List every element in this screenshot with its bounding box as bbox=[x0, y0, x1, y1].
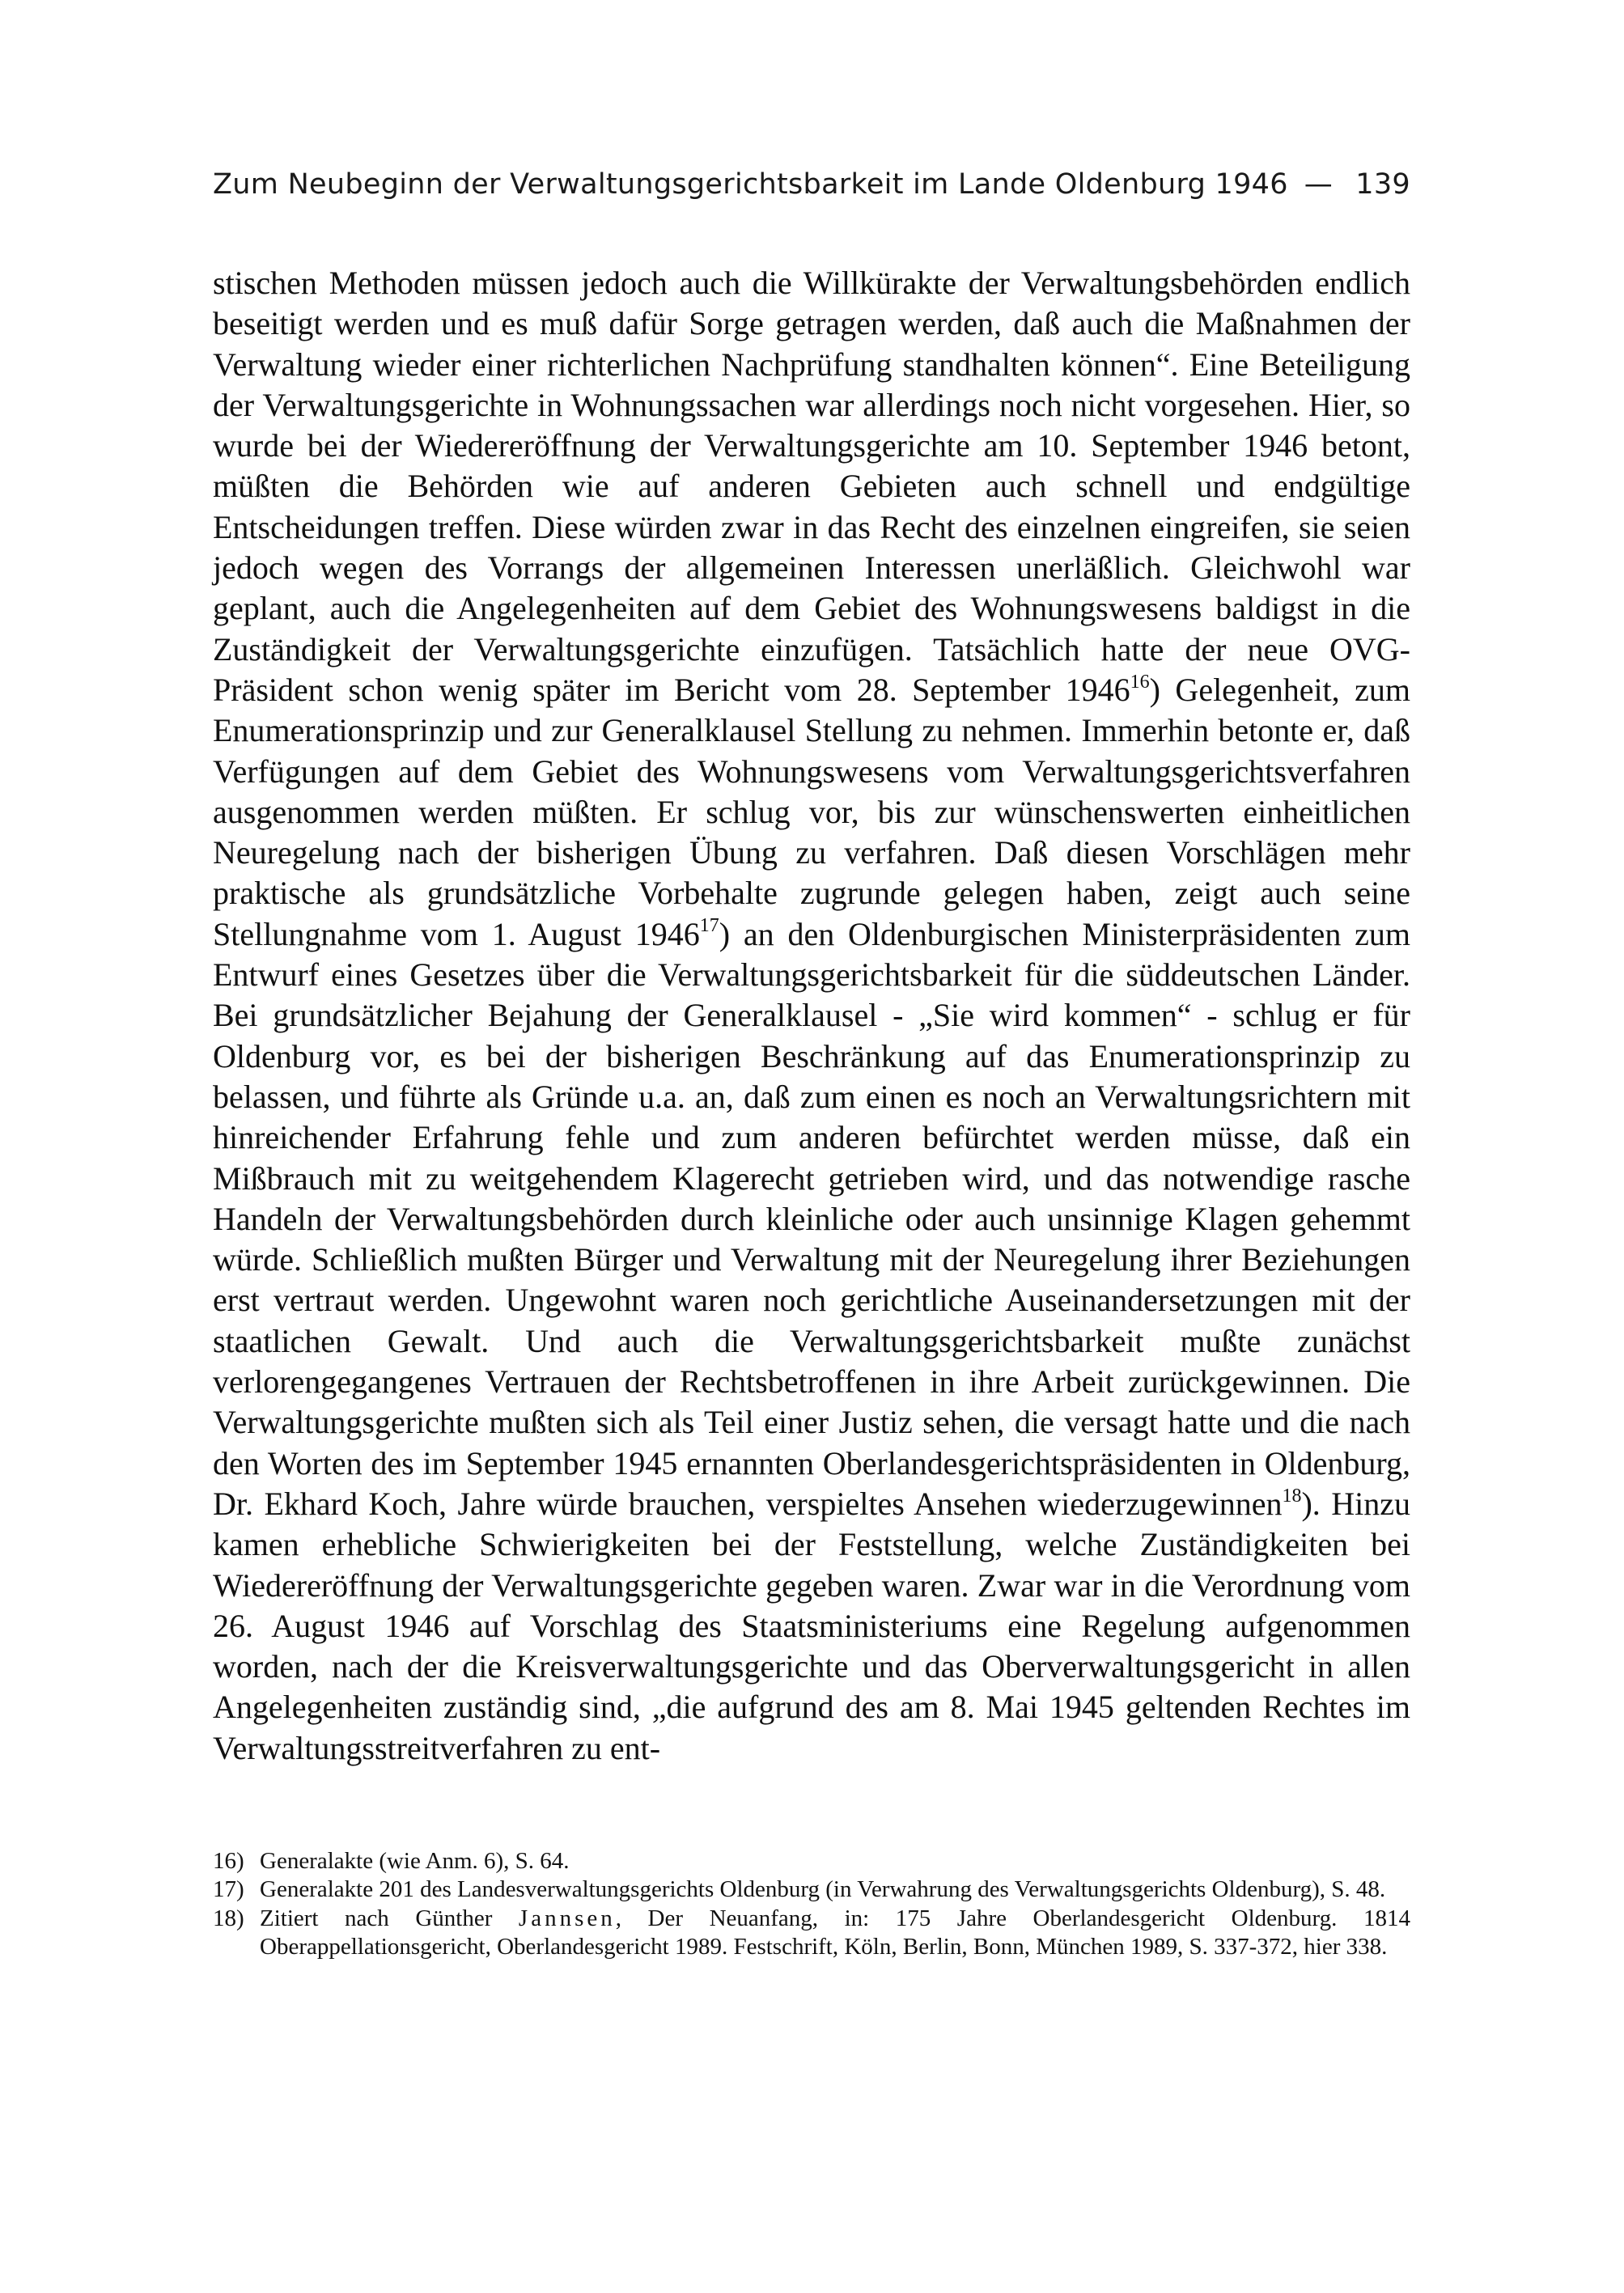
footnote-ref-17: 17 bbox=[699, 915, 719, 937]
body-paragraph bbox=[213, 263, 1410, 1769]
running-head bbox=[213, 168, 1410, 201]
footnote-number: 17) bbox=[213, 1876, 244, 1903]
footnote-ref-16: 16 bbox=[1130, 671, 1150, 693]
body-text-part-1: stischen Methoden müssen jedoch auch die Willkürakte der Verwaltungsbehörden endlich beseitigt werden und es muß dafür Sorge getragen werden, daß auch die Maßnahmen der Verwaltung wieder einer richterlichen Nachprüfung standhalten können“. Eine Beteiligung der Verwaltungsgerichte in Wohnungssachen war allerdings noch nicht vorgesehen. Hier, so wurde bei der Wiedereröffnung der Verwaltungsgerichte am 10. September 1946 betont, müßten die Behörden wie auf anderen Gebieten auch schnell und endgültige Entscheidungen treffen. Diese würden zwar in das Recht des einzelnen eingreifen, sie seien jedoch wegen des Vorrangs der allgemeinen Interessen unerläßlich. Gleichwohl war geplant, auch die Angelegenheiten auf dem Gebiet des Wohnungswesens baldigst in die Zuständigkeit der Verwaltungsgerichte einzufügen. Tatsächlich hatte der neue OVG-Präsident schon wenig später im Bericht vom 28. September 1946 bbox=[213, 265, 1410, 708]
footnote-text-part-1: Zitiert nach Günther bbox=[260, 1905, 519, 1931]
running-title-text: Zum Neubeginn der Verwaltungsgerichtsbarkeit im Lande Oldenburg 1946 bbox=[213, 168, 1288, 201]
footnote-number: 18) bbox=[213, 1905, 244, 1931]
footnote-author-name: Jannsen bbox=[518, 1905, 616, 1931]
footnotes bbox=[213, 1847, 1410, 1962]
footnote-18 bbox=[213, 1905, 1410, 1962]
body-text-part-3: ) an den Oldenburgischen Ministerpräsidenten zum Entwurf eines Gesetzes über die Verwaltungsgerichtsbarkeit für die süddeutschen Länder. Bei grundsätzlicher Bejahung der Generalklausel - „Sie wird kommen“ - schlug er für Oldenburg vor, es bei der bisherigen Beschränkung auf das Enumerationsprinzip zu belassen, und führte als Gründe u.a. an, daß zum einen es noch an Verwaltungsrichtern mit hinreichender Erfahrung fehle und zum anderen befürchtet werden müsse, daß ein Mißbrauch mit zu weitgehendem Klagerecht getrieben wird, und das notwendige rasche Handeln der Verwaltungsbehörden durch kleinliche oder auch unsinnige Klagen gehemmt würde. Schließlich mußten Bürger und Verwaltung mit der Neuregelung ihrer Beziehungen erst vertraut werden. Ungewohnt waren noch gerichtliche Auseinandersetzungen mit der staatlichen Gewalt. Und auch die Verwaltungsgerichtsbarkeit mußte zunächst verlorengegangenes Vertrauen der Rechtsbetroffenen in ihre Arbeit zurückgewinnen. Die Verwaltungsgerichte mußten sich als Teil einer Justiz sehen, die versagt hatte und die nach den Worten des im September 1945 ernannten Oberlandesgerichtspräsidenten in Oldenburg, Dr. Ekhard Koch, Jahre würde brauchen, verspieltes Ansehen wiederzugewinnen bbox=[213, 915, 1411, 1522]
footnote-17 bbox=[213, 1876, 1410, 1904]
book-page bbox=[213, 0, 1410, 2293]
footnote-16 bbox=[213, 1847, 1410, 1876]
footnote-number: 16) bbox=[213, 1848, 244, 1874]
running-title bbox=[213, 168, 1347, 201]
footnote-text: Generalakte 201 des Landesverwaltungsgerichts Oldenburg (in Verwahrung des Verwaltungsgerichts Oldenburg), S. 48. bbox=[260, 1876, 1386, 1903]
footnote-text: Generalakte (wie Anm. 6), S. 64. bbox=[260, 1848, 570, 1874]
body-text-part-4: ). Hinzu kamen erhebliche Schwierigkeiten bei der Feststellung, welche Zuständigkeiten bei Wiedereröffnung der Verwaltungsgerichte gegeben waren. Zwar war in die Verordnung vom 26. August 1946 auf Vorschlag des Staatsministeriums eine Regelung aufgenommen worden, nach der die Kreisverwaltungsgerichte und das Oberverwaltungsgericht in allen Angelegenheiten zuständig sind, „die aufgrund des am 8. Mai 1945 geltenden Rechtes im Verwaltungsstreitverfahren zu ent- bbox=[213, 1485, 1410, 1766]
footnote-text bbox=[260, 1905, 1410, 1962]
running-head-separator: — bbox=[1304, 168, 1334, 201]
footnote-ref-18: 18 bbox=[1282, 1485, 1302, 1507]
footnote-text-part-2: , Der Neuanfang, in: 175 Jahre Oberlandesgericht Oldenburg. 1814 Oberappellationsgericht, Oberlandesgericht 1989. Festschrift, Köln, Berlin, Bonn, München 1989, S. 337-372, hier 338. bbox=[260, 1905, 1410, 1960]
body-text-part-2: ) Gelegenheit, zum Enumerationsprinzip und zur Generalklausel Stellung zu nehmen. Immerhin betonte er, daß Verfügungen auf dem Gebiet des Wohnungswesens vom Verwaltungsgerichtsverfahren ausgenommen werden müßten. Er schlug vor, bis zur wünschenswerten einheitlichen Neuregelung nach der bisherigen Übung zu verfahren. Daß diesen Vorschlägen mehr praktische als grundsätzliche Vorbehalte zugrunde gelegen haben, zeigt auch seine Stellungnahme vom 1. August 1946 bbox=[213, 671, 1410, 952]
page-number: 139 bbox=[1355, 168, 1410, 201]
